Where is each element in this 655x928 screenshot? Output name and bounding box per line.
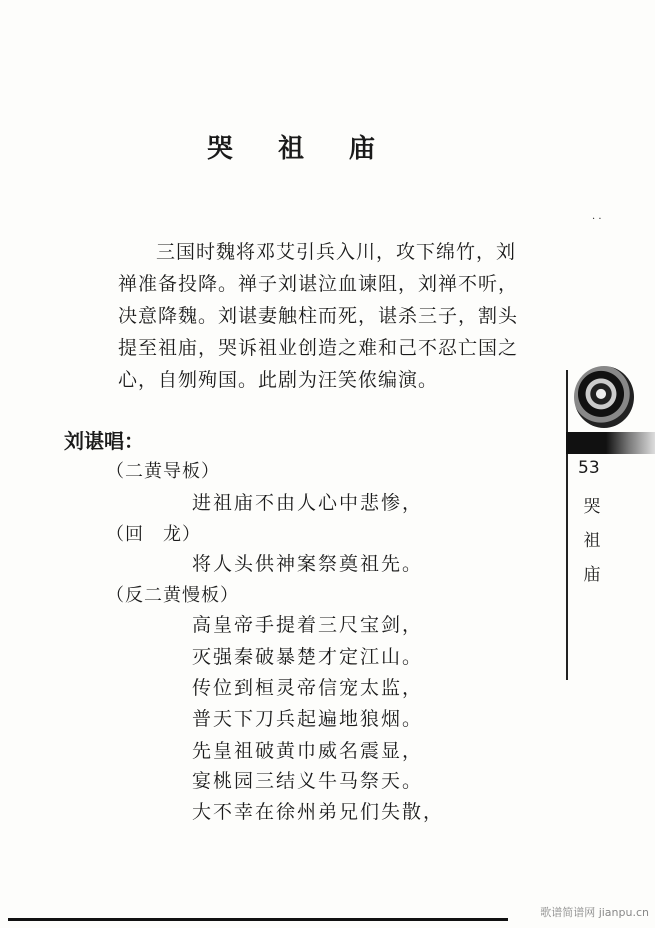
verse-line: 宴桃园三结义牛马祭天。 [192,770,424,792]
side-title-char: 庙 [583,565,601,585]
verse-tag: （二黄导板） [106,461,220,482]
footer-rule [8,918,508,921]
opera-mask-icon [574,366,634,428]
verse-line: 高皇帝手提着三尺宝剑， [192,614,424,636]
print-specks: · · [592,214,602,225]
verse-line: 先皇祖破黄巾威名震显， [192,740,424,762]
verse-line: 大不幸在徐州弟兄们失散， [192,801,445,823]
page-number: 53 [578,458,600,478]
verse-tag: （回 龙） [106,524,201,545]
watermark: 歌谱简谱网 jianpu.cn [540,906,649,919]
side-title-char: 哭 [583,497,601,517]
intro-text: 三国时魏将邓艾引兵入川，攻下绵竹，刘禅准备投降。禅子刘谌泣血谏阻，刘禅不听，决意降魏。刘谌妻触柱而死，谌杀三子，割头提至祖庙，哭诉祖业创造之难和己不忍亡国之心，自刎殉国。此剧为汪笑侬编演。 [118,241,519,391]
side-rule [566,370,568,680]
verse-line: 传位到桓灵帝信宠太监， [192,677,424,699]
verse-line: 灭强秦破暴楚才定江山。 [192,646,424,668]
verse-line: 普天下刀兵起遍地狼烟。 [192,708,424,730]
side-title [580,490,604,592]
role-heading: 刘谌唱： [64,429,144,453]
intro-paragraph [118,236,530,396]
verse-line: 进祖庙不由人心中悲惨， [192,492,424,514]
side-band [566,432,655,454]
side-title-char: 祖 [583,531,601,551]
verse-tag: （反二黄慢板） [106,585,239,606]
page-title: 哭 祖 庙 [206,134,394,164]
verse-line: 将人头供神案祭奠祖先。 [192,553,424,575]
